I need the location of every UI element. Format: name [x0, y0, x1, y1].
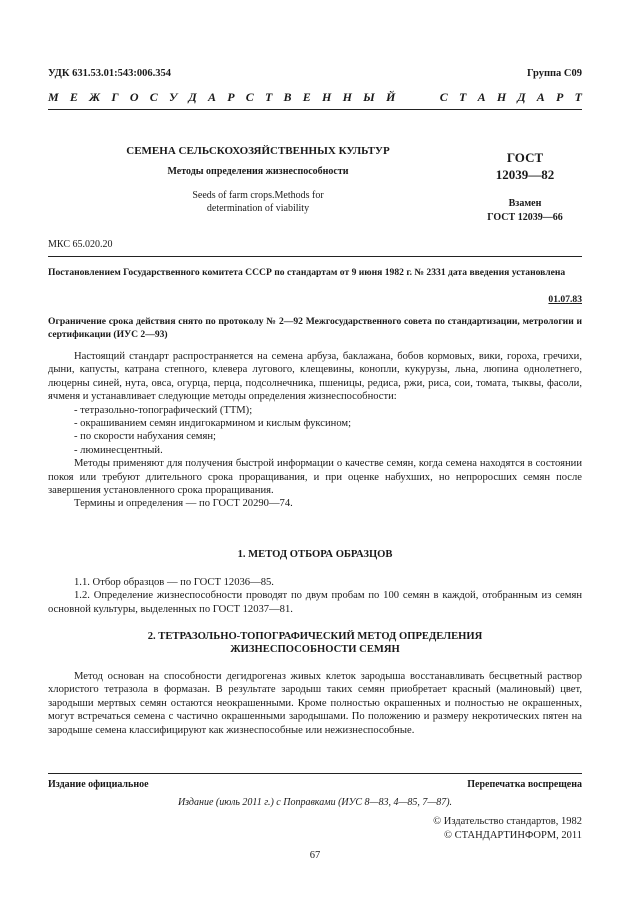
standard-banner [48, 89, 582, 110]
banner-letter: Д [517, 90, 526, 104]
banner-letter: Р [227, 90, 235, 104]
section2-body [48, 670, 582, 737]
limitation-note: Ограничение срока действия снято по протоколу № 2—92 Межгосударственного совета по стандартизации, метрологии и сертификации (ИУС 2—93) [48, 316, 582, 340]
banner-letter: Т [574, 90, 582, 104]
official-edition-label: Издание официальное [48, 779, 149, 790]
method-item: - окрашиванием семян индигокармином и кислым фуксином; [74, 418, 352, 430]
effective-date: 01.07.83 [548, 294, 582, 305]
mks-code: МКС 65.020.20 [48, 239, 113, 250]
banner-letter: С [439, 90, 448, 104]
edition-note: Издание (июль 2011 г.) с Поправками (ИУС 8—83, 4—85, 7—87). [177, 797, 453, 808]
divider [48, 773, 582, 774]
reprint-notice: Перепечатка воспрещена [467, 779, 582, 790]
banner-letter: Т [264, 90, 273, 104]
banner-letter: С [149, 90, 158, 104]
english-title [48, 189, 468, 215]
banner-letter: Г [111, 90, 119, 104]
banner-letter: Ы [363, 90, 375, 104]
group-code: Группа С09 [526, 68, 582, 79]
banner-letter: А [207, 90, 216, 104]
paragraph: Настоящий стандарт распространяется на семена арбуза, баклажана, бобов кормовых, вики, гороха, гречихи, дыни, капусты, катрана степного, клевера лугового, клещевины, конопли, кукурузы, льна, люпина однолетнего, люцерны синей, нута, овса, огурца, перца, подсолнечника, пшеницы, редиса, ржи, риса, сои, томата, тыквы, фасоли, ячменя и устанавливает следующие методы определения жизнеспособности: [48, 351, 582, 403]
method-item: - тетразольно-топографический (ТТМ); [74, 404, 253, 416]
method-item: - по скорости набухания семян; [74, 431, 217, 443]
banner-letter: Р [556, 90, 564, 104]
paragraph: 1.2. Определение жизнеспособности проводят по двум пробам по 100 семян в каждой, отобранным из семян основной культуры, выделенных по ГОСТ 12037—81. [48, 590, 582, 615]
intro-section [48, 350, 582, 511]
section1-body [48, 576, 582, 616]
replaces-value: ГОСТ 12039—66 [487, 212, 563, 223]
banner-letter: Т [459, 90, 467, 104]
copyright-line: © СТАНДАРТИНФОРМ, 2011 [444, 830, 582, 841]
replaces-label: Взамен [508, 198, 542, 209]
paragraph: Методы применяют для получения быстрой информации о качестве семян, когда семена находятся в состоянии покоя или требуют длительного срока проращивания, и при оценке набухших, но непроросших семян после завершения установленного срока проращивания. [48, 458, 582, 497]
banner-letter: Н [342, 90, 352, 104]
page-number: 67 [309, 850, 321, 861]
gost-designation [470, 149, 580, 183]
paragraph: Метод основан на способности дегидрогеназ живых клеток зародыша восстанавливать бесцветный раствор хлористого тетразола в формазан. В результате зародыш таких семян приобретает красный (малиновый) цвет, зародыши мертвых семян остаются неокрашенными. Кроме полностью окрашенных и полностью не окрашенных, могут встречаться семена с частично окрашенными зародышами. По положению и размеру некротических пятен на зародыше семена классифицируют как жизнеспособные или нежизнеспособные. [48, 671, 582, 736]
copyright-line: © Издательство стандартов, 1982 [433, 816, 582, 827]
banner-letter: Ж [89, 90, 101, 104]
divider [48, 256, 582, 257]
banner-letter: Е [302, 90, 311, 104]
paragraph: 1.1. Отбор образцов — по ГОСТ 12036—85. [74, 577, 274, 588]
banner-letter: Е [69, 90, 78, 104]
banner-letter: А [477, 90, 486, 104]
udk-code: УДК 631.53.01:543:006.354 [48, 68, 171, 79]
replaces-block [470, 197, 580, 225]
banner-letter: С [245, 90, 254, 104]
banner-letter: Н [322, 90, 332, 104]
section-heading-line: 2. ТЕТРАЗОЛЬНО-ТОПОГРАФИЧЕСКИЙ МЕТОД ОПРЕДЕЛЕНИЯ [147, 631, 483, 642]
gost-number: 12039—82 [495, 167, 555, 182]
banner-gap [407, 89, 429, 109]
paragraph: Термины и определения — по ГОСТ 20290—74. [74, 498, 293, 510]
banner-letter: О [129, 90, 139, 104]
banner-letter: Д [188, 90, 197, 104]
section-heading-line: ЖИЗНЕСПОСОБНОСТИ СЕМЯН [230, 644, 400, 656]
decree-text: Постановлением Государственного комитета СССР по стандартам от 9 июня 1982 г. № 2331 дата введения установлена [48, 267, 566, 278]
banner-letter: А [536, 90, 545, 104]
section-heading: 1. МЕТОД ОТБОРА ОБРАЗЦОВ [237, 549, 393, 560]
gost-label: ГОСТ [506, 150, 544, 165]
english-title-line: determination of viability [206, 203, 310, 214]
document-title: СЕМЕНА СЕЛЬСКОХОЗЯЙСТВЕННЫХ КУЛЬТУР [126, 145, 390, 157]
section-heading [48, 630, 582, 657]
document-subtitle: Методы определения жизнеспособности [167, 166, 349, 177]
banner-letter: У [168, 90, 178, 104]
banner-letter: Й [386, 90, 396, 104]
banner-letter: Н [496, 90, 507, 104]
method-item: - люминесцентный. [74, 444, 163, 456]
banner-letter: М [48, 90, 59, 104]
banner-letter: В [283, 90, 292, 104]
english-title-line: Seeds of farm crops.Methods for [192, 190, 324, 201]
